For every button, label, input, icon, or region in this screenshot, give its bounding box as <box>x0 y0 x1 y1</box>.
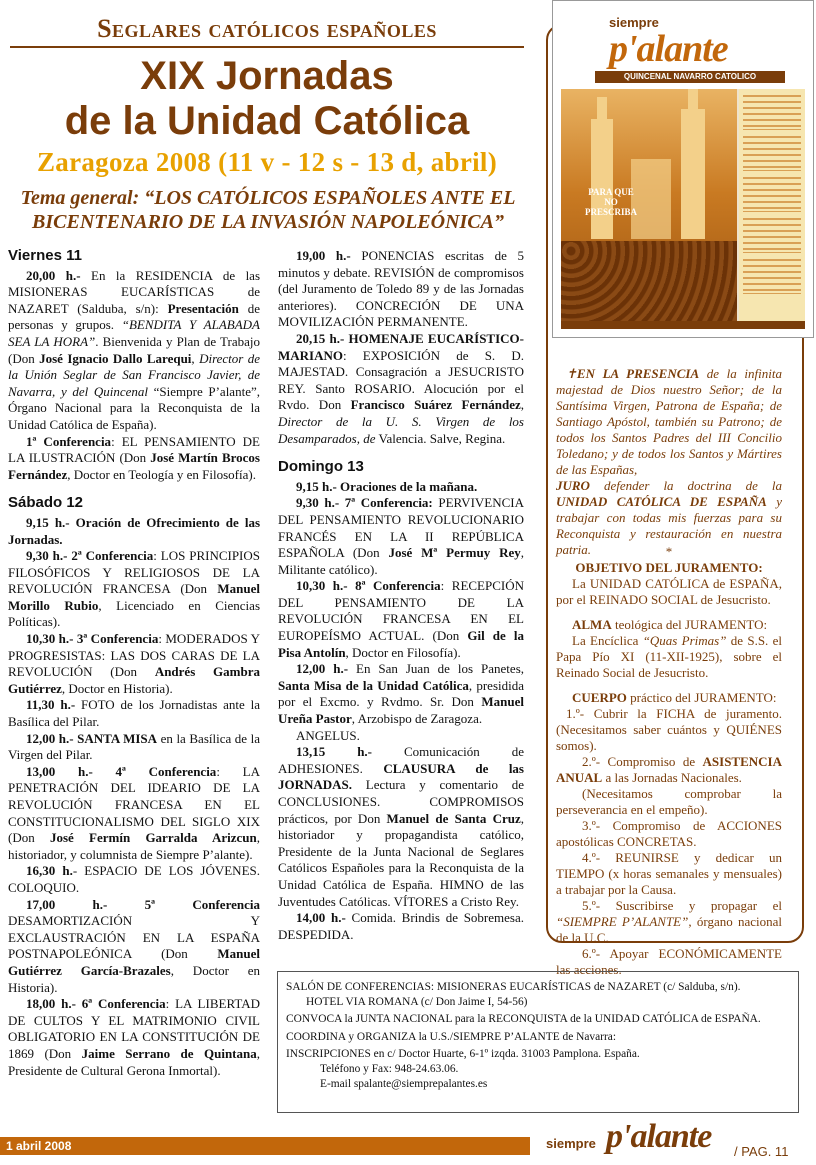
star-separator: * <box>665 544 673 559</box>
oath-text <box>556 366 782 558</box>
info-email: E-mail spalante@siemprepalantes.es <box>320 1077 488 1090</box>
footer-palante-logo: p'alante <box>606 1118 712 1155</box>
list-item: 1.º- Cubrir la FICHA de juramento. (Necesitamos saber cuántos y QUIÉNES somos). <box>556 706 782 753</box>
info-line: Teléfono y Fax: 948-24.63.06. <box>320 1062 459 1075</box>
cuerpo-heading: CUERPO práctico del JURAMENTO: <box>572 690 777 705</box>
paragraph: ANGELUS. <box>296 727 360 743</box>
list-item: 6.º- Apoyar ECONÓMICAMENTE las acciones. <box>556 946 782 977</box>
footer-siempre-logo: siempre <box>546 1136 596 1151</box>
paragraph: 9,15 h.- Oración de Ofrecimiento de las Jornadas. <box>8 514 260 547</box>
info-box <box>277 971 799 1113</box>
cover-palante-logo: p'alante <box>609 28 728 70</box>
cover-caption: PARA QUE NO PRESCRIBA <box>584 187 637 217</box>
paragraph: 20,15 h.- HOMENAJE EUCARÍSTICO-MARIANO: EXPOSICIÓN de S. D. MAJESTAD. Consagración a JESUCRISTO REY. Santo ROSARIO. Alocución por el Rvdo. Don Francisco Suárez Fernández, Director de la U. S. Virgen de los Desamparados, de Valencia. Salve, Regina. <box>278 330 524 446</box>
paragraph: 12,00 h.- En San Juan de los Panetes, Santa Misa de la Unidad Católica, presidida por el Excmo. y Rvdmo. Sr. Don Manuel Ureña Pastor, Arzobispo de Zaragoza. <box>278 661 525 727</box>
paragraph: 13,00 h.- 4ª Conferencia: LA PENETRACIÓN DEL IDEARIO DE LA REVOLUCIÓN FRANCESA EN EL CONSTITUCIONALISMO DEL SIGLO XIX (Don José Fermín Garralda Arizcun, historiador, y columnista de Siempre P’alante). <box>8 763 260 862</box>
objective-title: OBJETIVO DEL JURAMENTO: <box>575 560 763 575</box>
cover-footer-band <box>561 321 805 329</box>
paragraph: 9,30 h.- 7ª Conferencia: PERVIVENCIA DEL PENSAMIENTO REVOLUCIONARIO FRANCÉS EN LA II REPÚBLICA ESPAÑOLA (Don José Mª Permuy Rey, Militante católico). <box>278 495 525 577</box>
cover-band: QUINCENAL NAVARRO CATOLICO <box>595 71 785 83</box>
paragraph: 18,00 h.- 6ª Conferencia: LA LIBERTAD DE CULTOS Y EL MATRIMONIO CIVIL OBLIGATORIO EN LA CONSTITUCIÓN DE 1869 (Don Jaime Serrano de Quintana, Presidente de Cultural Gerona Inmortal). <box>8 996 261 1078</box>
kicker-rule <box>10 46 524 48</box>
day-heading-domingo: Domingo 13 <box>278 458 364 476</box>
day-heading-viernes: Viernes 11 <box>8 247 82 264</box>
subtitle: Zaragoza 2008 (11 v - 12 s - 13 d, abril) <box>36 147 498 177</box>
list-item: 3.º- Compromiso de ACCIONES apostólicas CONCRETAS. <box>556 818 782 849</box>
cover-photo <box>561 89 737 321</box>
paragraph: 20,00 h.- En la RESIDENCIA de las MISIONERAS EUCARÍSTICAS de NAZARET (Salduba, s/n): Presentación de personas y grupos. “BENDITA Y ALABADA SEA LA HORA”. Bienvenida y Plan de Trabajo (Don José Ignacio Dallo Larequi, Director de la Unión Seglar de San Francisco Javier, de Navarra, y del Quincenal “Siempre P’alante”, Órgano Nacional para la Reconquista de la Unidad Católica de España). <box>8 267 261 432</box>
paragraph: 14,00 h.- Comida. Brindis de Sobremesa. DESPEDIDA. <box>278 910 524 942</box>
objective-text: La UNIDAD CATÓLICA de ESPAÑA, por el REINADO SOCIAL de Jesucristo. <box>556 576 782 607</box>
cover-siempre-logo: siempre <box>609 15 659 30</box>
paragraph: 19,00 h.- PONENCIAS escritas de 5 minutos y debate. REVISIÓN de compromisos (del Juramento de Toledo 89 y de las Jornadas anteriores). CONCRECIÓN DE UNA MOVILIZACIÓN PERMANENTE. <box>278 248 524 330</box>
info-line: COORDINA y ORGANIZA la U.S./SIEMPRE P’ALANTE de Navarra: <box>286 1030 616 1043</box>
day-heading-sabado: Sábado 12 <box>8 494 84 512</box>
list-item: 2.º- Compromiso de ASISTENCIA ANUAL a las Jornadas Nacionales. <box>556 754 782 785</box>
program-column-left <box>8 248 260 1079</box>
oath-paragraph: ✝EN LA PRESENCIA de la infinita majestad de Dios nuestro Señor; de la Santísima Virgen, Patrona de España; de Santiago Apóstol, también su Patrono; de todos los Santos Padres del III Concilio Toledano; y de todos los Santos y Mártires de las Españas, JURO defender la doctrina de la UNIDAD CATÓLICA DE ESPAÑA y trabajar con todas mis fuerzas para su Reconquista y restauración en nuestra patria. <box>556 366 782 557</box>
footer-date: 1 abril 2008 <box>6 1139 72 1153</box>
info-line: SALÓN DE CONFERENCIAS: MISIONERAS EUCARÍSTICAS de NAZARET (c/ Salduba, s/n). <box>286 981 741 993</box>
info-line: INSCRIPCIONES en c/ Doctor Huarte, 6-1º izqda. 31003 Pamplona. España. <box>286 1048 640 1061</box>
info-line: CONVOCA la JUNTA NACIONAL para la RECONQUISTA de la UNIDAD CATÓLICA de ESPAÑA. <box>286 1013 761 1026</box>
paragraph: 13,15 h.- Comunicación de ADHESIONES. CLAUSURA de las JORNADAS. Lectura y comentario de CONCLUSIONES. COMPROMISOS prácticos, por Don Manuel de Santa Cruz, historiador y propagandista católico, Presidente de la Junta Nacional de Seglares Católicos Españoles para la Reconquista de la Unidad Católica de España. HIMNO de las Juventudes Católicas. VÍTORES a Cristo Rey. <box>278 744 525 909</box>
list-item: 4.º- REUNIRSE y dedicar un TIEMPO (x horas semanales y mensuales) a trabajar por la Causa. <box>556 850 782 897</box>
cover-crowd <box>561 241 737 321</box>
page-number: / PAG. 11 <box>734 1144 789 1159</box>
kicker: Seglares católicos españoles <box>97 14 437 43</box>
magazine-cover-image <box>552 0 814 338</box>
cover-sidebar <box>739 89 805 321</box>
paragraph: 17,00 h.- 5ª Conferencia DESAMORTIZACIÓN Y EXCLAUSTRACIÓN EN LA ESPAÑA POSTNAPOLEÓNICA (Don Manuel Gutiérrez García-Brazales, Doctor en Historia). <box>8 896 260 995</box>
title-line-2: de la Unidad Católica <box>64 99 470 143</box>
paragraph: 9,30 h.- 2ª Conferencia: LOS PRINCIPIOS FILOSÓFICOS Y RELIGIOSOS DE LA REVOLUCIÓN FRANCESA (Don Manuel Morillo Rubio, Licenciado en Ciencias Políticas). <box>8 548 261 630</box>
paragraph: 9,15 h.- Oraciones de la mañana. <box>296 478 478 494</box>
program-column-middle <box>278 248 524 943</box>
paragraph: 10,30 h.- 8ª Conferencia: RECEPCIÓN DEL PENSAMIENTO DE LA REVOLUCIÓN FRANCESA EN EL EUROPEÍSMO ACTUAL. (Don Gil de la Pisa Antolín, Doctor en Filosofía). <box>278 578 524 660</box>
paragraph: 12,00 h.- SANTA MISA en la Basílica de la Virgen del Pilar. <box>8 730 261 763</box>
list-item: 5.º- Suscribirse y propagar el “SIEMPRE P’ALANTE”, órgano nacional de la U.C. <box>556 898 782 945</box>
list-item: (Necesitamos comprobar la perseverancia en el empeño). <box>556 786 782 817</box>
paragraph: 10,30 h.- 3ª Conferencia: MODERADOS Y PROGRESISTAS: LAS DOS CARAS DE LA REVOLUCIÓN (Don Andrés Gambra Gutiérrez, Doctor en Historia). <box>8 631 261 696</box>
footer-bar <box>0 1137 530 1155</box>
title-line-1: XIX Jornadas <box>140 54 394 98</box>
alma-text: La Encíclica “Quas Primas” de S.S. el Papa Pío XI (11-XII-1925), sobre el Reinado Social de Jesucristo. <box>556 633 782 680</box>
oath-details <box>556 544 782 978</box>
paragraph: 16,30 h.- ESPACIO DE LOS JÓVENES. COLOQUIO. <box>8 863 260 895</box>
alma-heading: ALMA teológica del JURAMENTO: <box>572 617 768 632</box>
paragraph: 11,30 h.- FOTO de los Jornadistas ante la Basílica del Pilar. <box>8 697 260 730</box>
info-line: HOTEL VIA ROMANA (c/ Don Jaime I, 54-56) <box>306 995 528 1008</box>
tema-general: Tema general: “LOS CATÓLICOS ESPAÑOLES ANTE EL BICENTENARIO DE LA INVASIÓN NAPOLEÓNICA” <box>20 187 516 233</box>
paragraph: 1ª Conferencia: EL PENSAMIENTO DE LA ILUSTRACIÓN (Don José Martín Brocos Fernández, Doctor en Teología y en Filosofía). <box>8 433 260 482</box>
